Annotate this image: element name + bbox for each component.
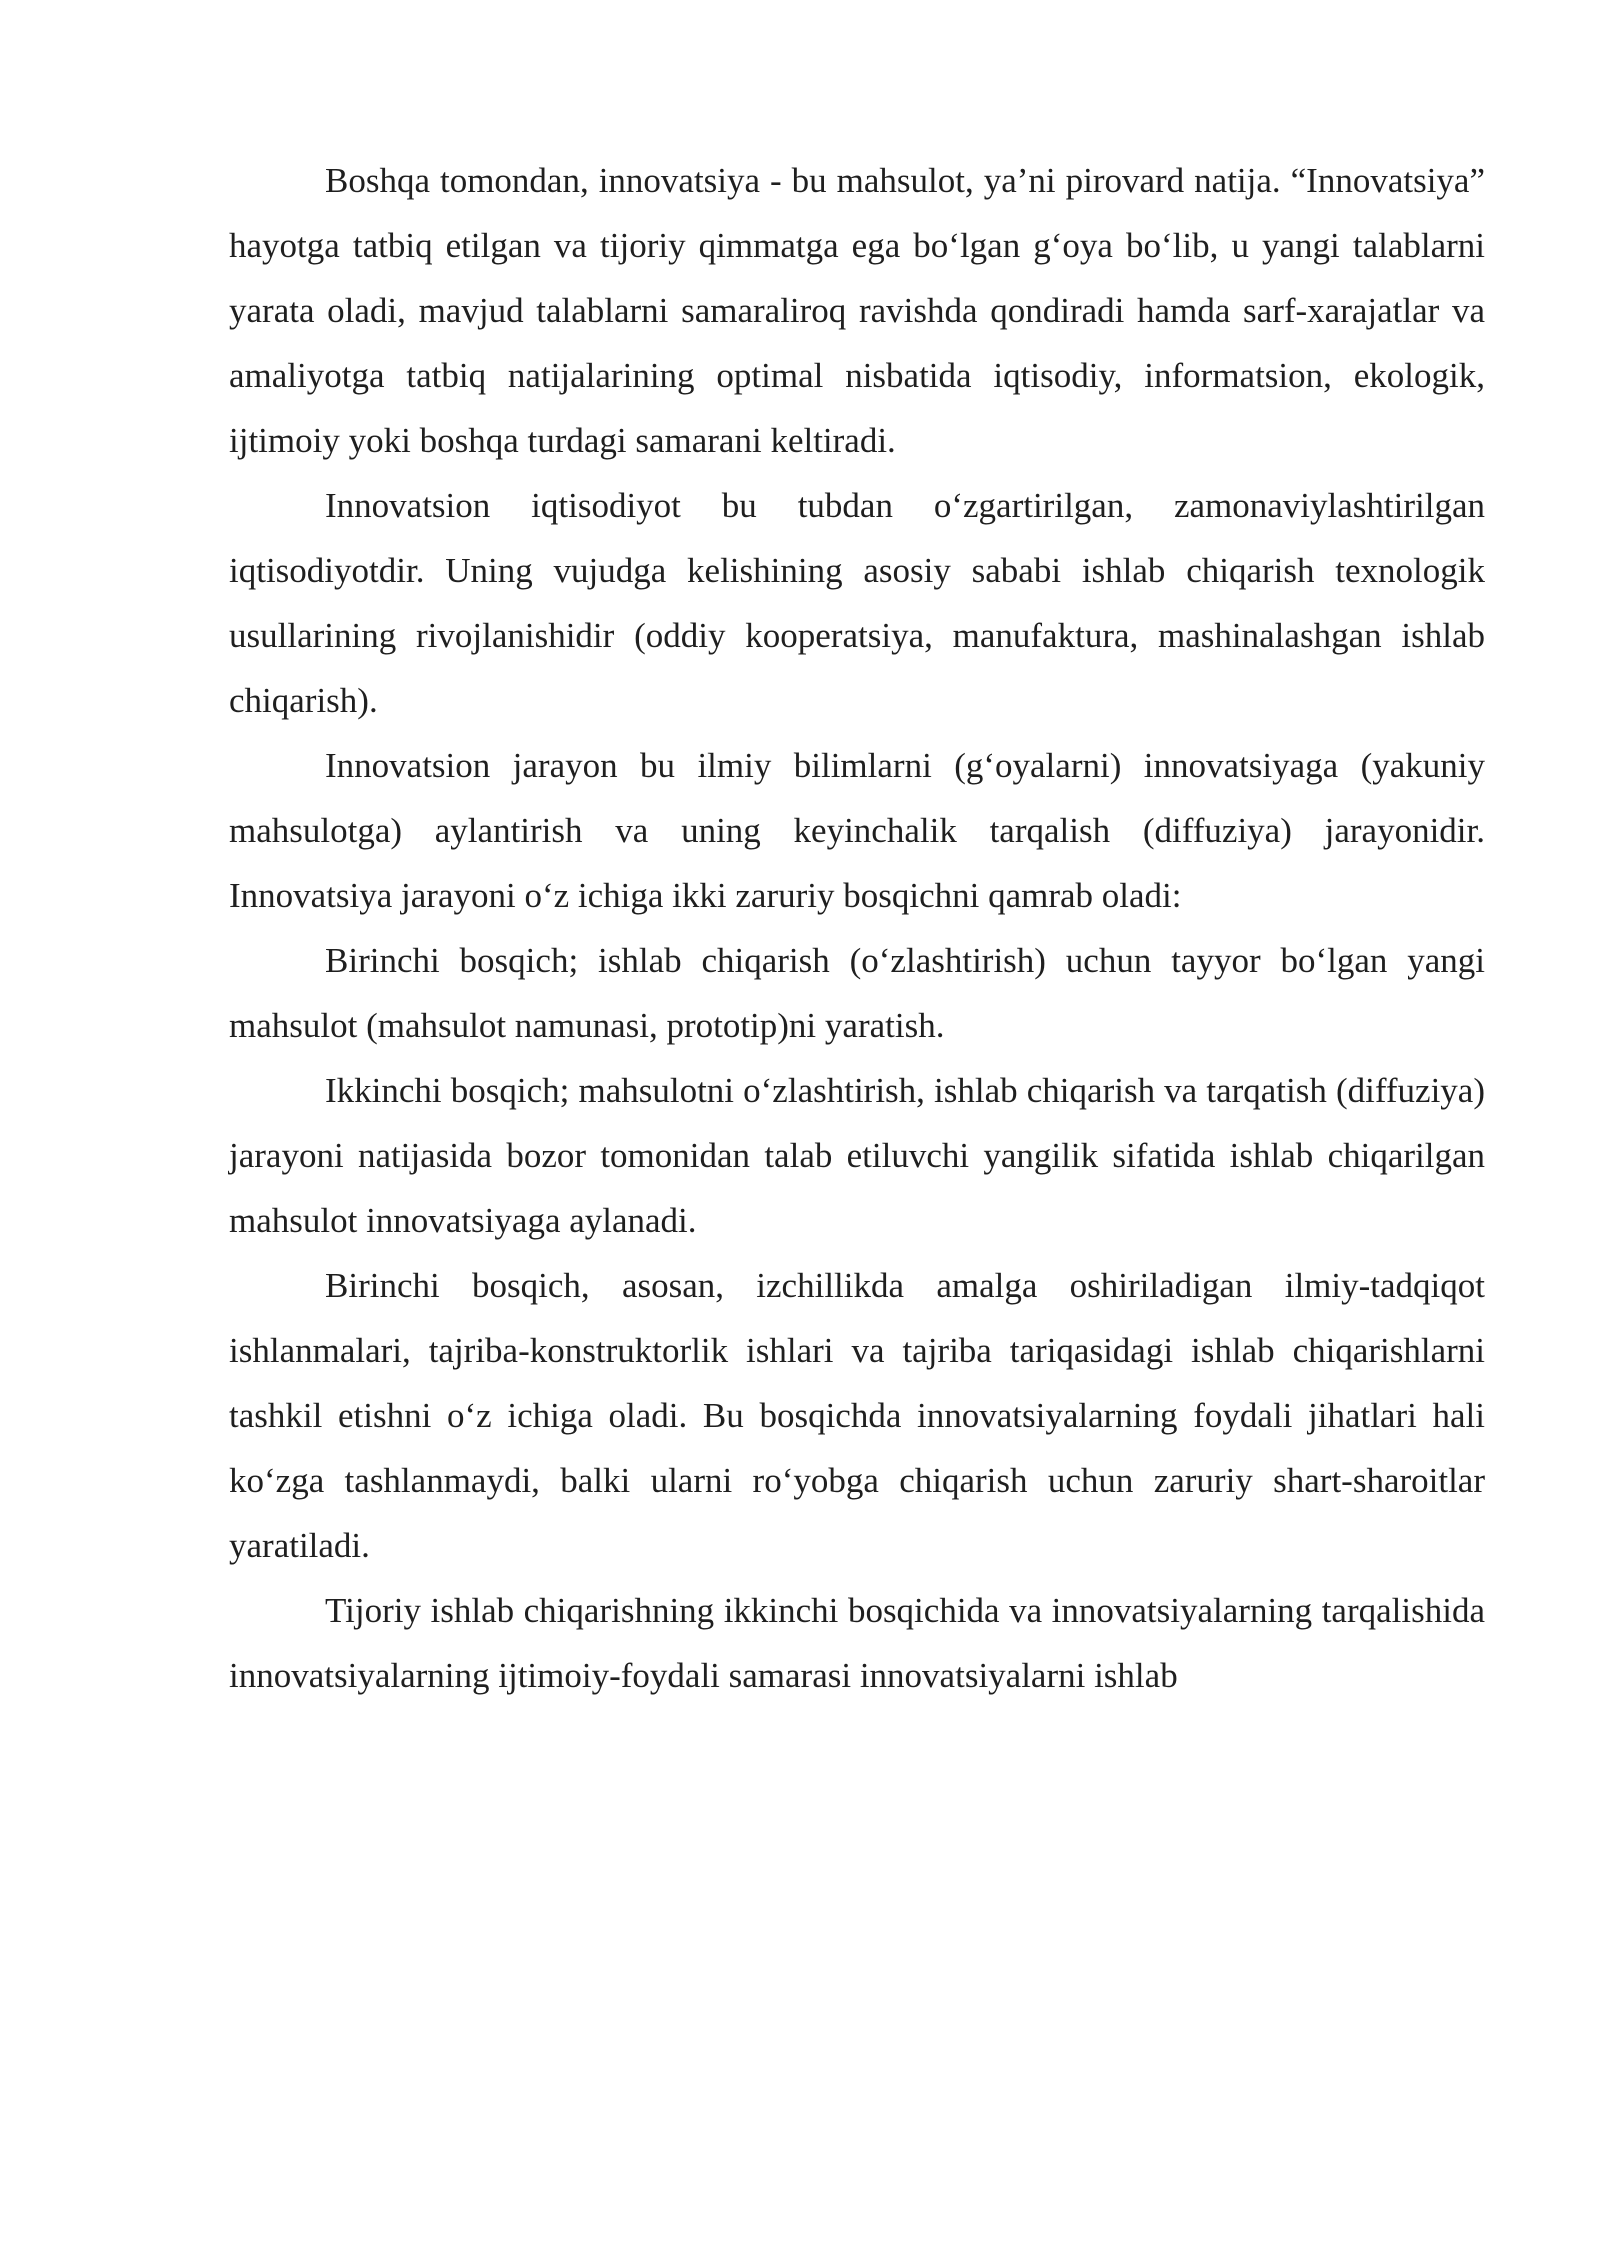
paragraph: Tijoriy ishlab chiqarishning ikkinchi bosqichida va innovatsiyalarning tarqalishida innovatsiyalarning ijtimoiy-foydali samarasi innovatsiyalarni ishlab: [229, 1591, 1485, 1695]
paragraph: Birinchi bosqich, asosan, izchillikda amalga oshiriladigan ilmiy-tadqiqot ishlanmalari, tajriba-konstruktorlik ishlari va tajriba tariqasidagi ishlab chiqarishlarni tashkil etishni o‘z ichiga oladi. Bu bosqichda innovatsiyalarning foydali jihatlari hali ko‘zga tashlanmaydi, balki ularni ro‘yobga chiqarish uchun zaruriy shart-sharoitlar yaratiladi.: [229, 1266, 1485, 1565]
paragraph: Innovatsion iqtisodiyot bu tubdan o‘zgartirilgan, zamonaviylashtirilgan iqtisodiyotdir. Uning vujudga kelishining asosiy sababi ishlab chiqarish texnologik usullarining rivojlanishidir (oddiy kooperatsiya, manufaktura, mashinalashgan ishlab chiqarish).: [229, 486, 1485, 720]
paragraph: Innovatsion jarayon bu ilmiy bilimlarni (g‘oyalarni) innovatsiyaga (yakuniy mahsulotga) aylantirish va uning keyinchalik tarqalish (diffuziya) jarayonidir. Innovatsiya jarayoni o‘z ichiga ikki zaruriy bosqichni qamrab oladi:: [229, 746, 1485, 915]
document-body: [229, 148, 1485, 1708]
paragraph: Boshqa tomondan, innovatsiya - bu mahsulot, ya’ni pirovard natija. “Innovatsiya” hayotga tatbiq etilgan va tijoriy qimmatga ega bo‘lgan g‘oya bo‘lib, u yangi talablarni yarata oladi, mavjud talablarni samaraliroq ravishda qondiradi hamda sarf-xarajatlar va amaliyotga tatbiq natijalarining optimal nisbatida iqtisodiy, informatsion, ekologik, ijtimoiy yoki boshqa turdagi samarani keltiradi.: [229, 161, 1485, 460]
paragraph: Birinchi bosqich; ishlab chiqarish (o‘zlashtirish) uchun tayyor bo‘lgan yangi mahsulot (mahsulot namunasi, prototip)ni yaratish.: [229, 941, 1485, 1045]
paragraph: Ikkinchi bosqich; mahsulotni o‘zlashtirish, ishlab chiqarish va tarqatish (diffuziya) jarayoni natijasida bozor tomonidan talab etiluvchi yangilik sifatida ishlab chiqarilgan mahsulot innovatsiyaga aylanadi.: [229, 1071, 1485, 1240]
